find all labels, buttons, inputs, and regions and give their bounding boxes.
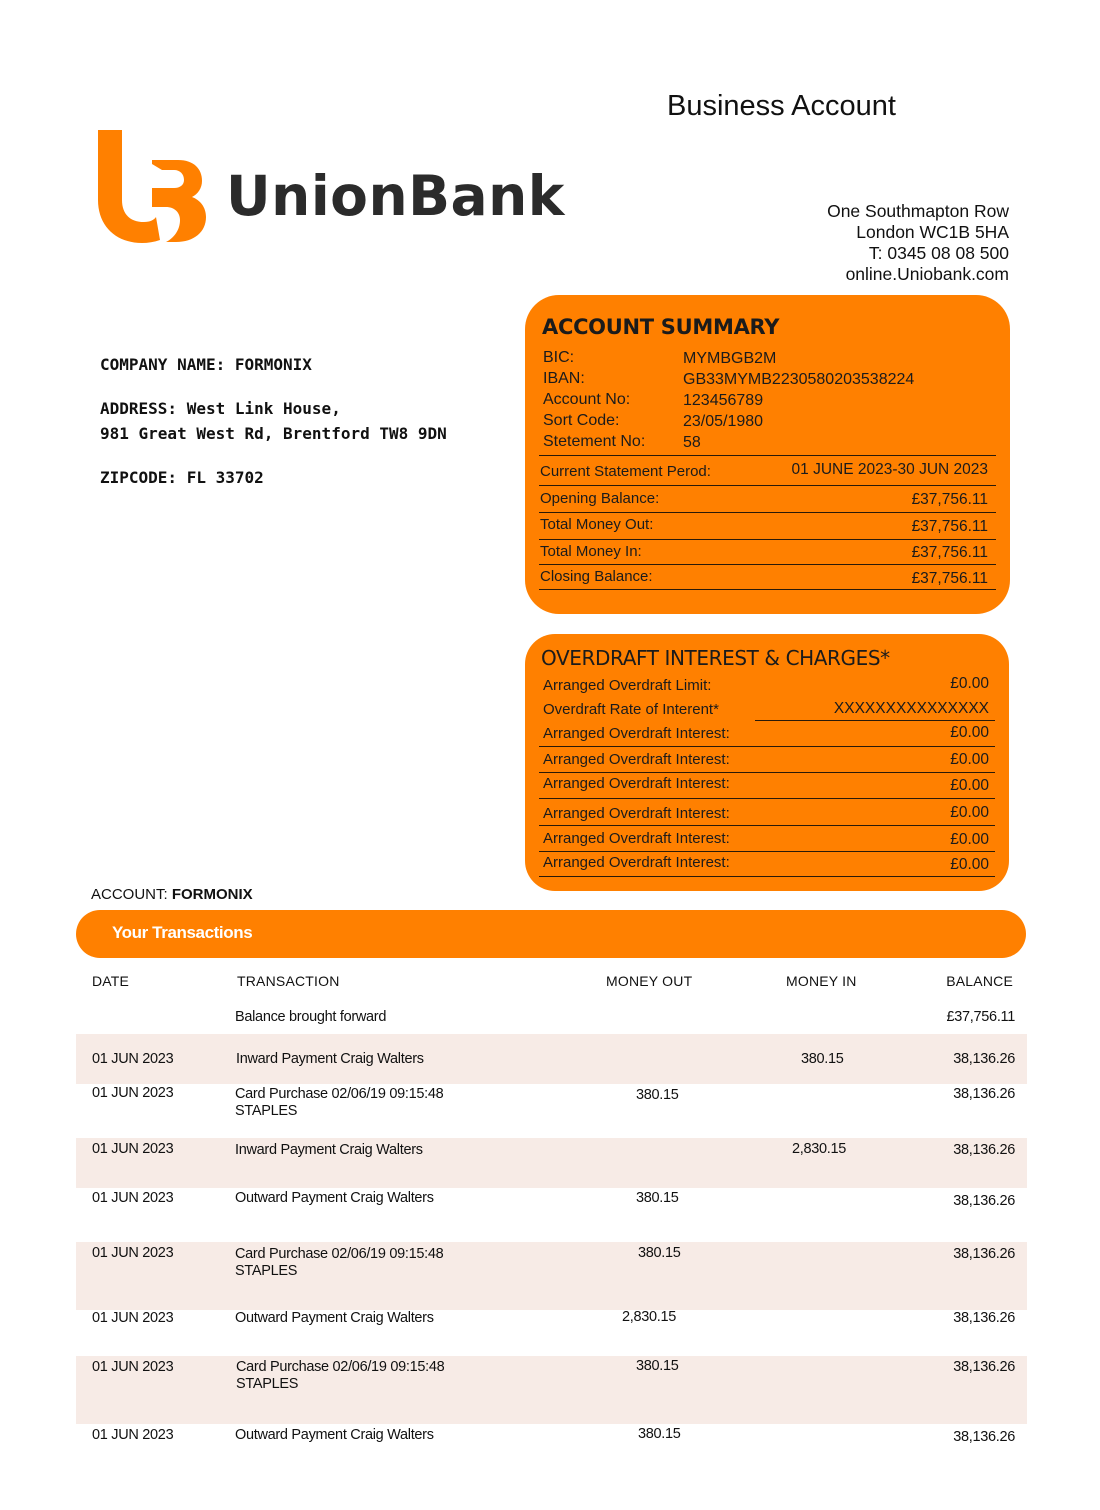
total-money-out-value: £37,756.11 bbox=[911, 518, 988, 535]
address-line1: ADDRESS: West Link House, bbox=[100, 399, 341, 418]
overdraft-row-value: £0.00 bbox=[950, 751, 989, 768]
summary-divider bbox=[539, 485, 996, 486]
row-description: Inward Payment Craig Walters bbox=[235, 1142, 423, 1158]
sort-code-value: 23/05/1980 bbox=[683, 413, 764, 430]
column-header-transaction: TRANSACTION bbox=[237, 973, 340, 989]
row-description: Outward Payment Craig Walters bbox=[235, 1427, 434, 1443]
overdraft-title: OVERDRAFT INTEREST & CHARGES* bbox=[541, 646, 890, 670]
unionbank-logo-icon bbox=[96, 128, 206, 244]
statement-period-value: 01 JUNE 2023-30 JUN 2023 bbox=[791, 461, 988, 478]
total-money-out-label: Total Money Out: bbox=[540, 516, 654, 533]
zipcode: ZIPCODE: FL 33702 bbox=[100, 468, 264, 487]
account-summary-panel bbox=[525, 295, 1010, 614]
row-money-in: 380.15 bbox=[801, 1051, 844, 1067]
row-description-line2: STAPLES bbox=[235, 1103, 298, 1119]
column-header-money-in: MONEY IN bbox=[786, 973, 857, 989]
summary-divider bbox=[539, 455, 996, 456]
document-title: Business Account bbox=[667, 90, 896, 122]
brought-forward-label: Balance brought forward bbox=[235, 1009, 387, 1025]
account-summary-title: ACCOUNT SUMMARY bbox=[542, 315, 780, 339]
closing-balance-label: Closing Balance: bbox=[540, 568, 653, 585]
row-balance: 38,136.26 bbox=[953, 1359, 1015, 1375]
overdraft-row-label: Arranged Overdraft Interest: bbox=[543, 830, 730, 847]
overdraft-row-value: £0.00 bbox=[950, 777, 989, 794]
row-balance: 38,136.26 bbox=[953, 1429, 1015, 1445]
row-date: 01 JUN 2023 bbox=[92, 1085, 174, 1101]
row-balance: 38,136.26 bbox=[953, 1246, 1015, 1262]
row-description: Outward Payment Craig Walters bbox=[235, 1310, 434, 1326]
account-no-label: Account No: bbox=[543, 391, 631, 408]
overdraft-divider bbox=[755, 720, 995, 721]
account-label bbox=[91, 886, 253, 903]
row-balance: 38,136.26 bbox=[953, 1051, 1015, 1067]
overdraft-panel bbox=[525, 634, 1009, 891]
account-no-value: 123456789 bbox=[683, 392, 764, 409]
row-description: Card Purchase 02/06/19 09:15:48 bbox=[235, 1086, 444, 1102]
closing-balance-value: £37,756.11 bbox=[911, 570, 988, 587]
row-money-in: 2,830.15 bbox=[792, 1141, 847, 1157]
address-line2: 981 Great West Rd, Brentford TW8 9DN bbox=[100, 424, 447, 443]
opening-balance-value: £37,756.11 bbox=[911, 491, 988, 508]
row-money-out: 380.15 bbox=[636, 1190, 679, 1206]
row-money-out: 380.15 bbox=[638, 1245, 681, 1261]
overdraft-divider bbox=[539, 772, 995, 773]
bank-address-line1: One Southmapton Row bbox=[827, 201, 1009, 221]
summary-divider bbox=[539, 512, 996, 513]
sort-code-label: Sort Code: bbox=[543, 412, 620, 429]
row-money-out: 380.15 bbox=[636, 1358, 679, 1374]
row-balance: 38,136.26 bbox=[953, 1310, 1015, 1326]
overdraft-row-label: Overdraft Rate of Interent* bbox=[543, 701, 719, 718]
account-prefix: ACCOUNT: bbox=[91, 886, 172, 903]
row-date: 01 JUN 2023 bbox=[92, 1051, 174, 1067]
overdraft-divider bbox=[539, 798, 995, 799]
brand-name: UnionBank bbox=[226, 164, 565, 228]
table-row-shading bbox=[76, 1138, 1027, 1188]
row-money-out: 2,830.15 bbox=[622, 1309, 677, 1325]
overdraft-row-label: Arranged Overdraft Limit: bbox=[543, 677, 712, 694]
iban-value: GB33MYMB2230580203538224 bbox=[683, 371, 915, 388]
overdraft-row-value: £0.00 bbox=[950, 856, 989, 873]
row-description-line2: STAPLES bbox=[235, 1263, 298, 1279]
row-description: Inward Payment Craig Walters bbox=[236, 1051, 424, 1067]
row-description: Card Purchase 02/06/19 09:15:48 bbox=[235, 1246, 444, 1262]
overdraft-row-value: £0.00 bbox=[950, 831, 989, 848]
row-description: Outward Payment Craig Walters bbox=[235, 1190, 434, 1206]
bank-address bbox=[827, 201, 1009, 285]
statement-no-value: 58 bbox=[683, 434, 701, 451]
overdraft-divider bbox=[539, 825, 995, 826]
summary-divider bbox=[539, 539, 996, 540]
overdraft-divider bbox=[539, 851, 995, 852]
column-header-money-out: MONEY OUT bbox=[606, 973, 693, 989]
table-row-shading bbox=[76, 1356, 1027, 1424]
overdraft-row-label: Arranged Overdraft Interest: bbox=[543, 775, 730, 792]
overdraft-divider bbox=[539, 746, 995, 747]
overdraft-row-value: XXXXXXXXXXXXXXX bbox=[833, 700, 989, 717]
bank-phone: T: 0345 08 08 500 bbox=[868, 243, 1009, 263]
row-description: Card Purchase 02/06/19 09:15:48 bbox=[236, 1359, 445, 1375]
row-date: 01 JUN 2023 bbox=[92, 1310, 174, 1326]
row-date: 01 JUN 2023 bbox=[92, 1190, 174, 1206]
row-date: 01 JUN 2023 bbox=[92, 1245, 174, 1261]
bic-value: MYMBGB2M bbox=[683, 350, 777, 367]
table-row-shading bbox=[76, 1034, 1027, 1084]
opening-balance-label: Opening Balance: bbox=[540, 490, 660, 507]
row-money-out: 380.15 bbox=[636, 1087, 679, 1103]
row-date: 01 JUN 2023 bbox=[92, 1359, 174, 1375]
brought-forward-balance: £37,756.11 bbox=[946, 1009, 1015, 1025]
row-balance: 38,136.26 bbox=[953, 1086, 1015, 1102]
table-row-shading bbox=[76, 1242, 1027, 1310]
row-description-line2: STAPLES bbox=[236, 1376, 299, 1392]
row-balance: 38,136.26 bbox=[953, 1193, 1015, 1209]
column-header-balance: BALANCE bbox=[946, 973, 1013, 989]
total-money-in-label: Total Money In: bbox=[540, 543, 642, 560]
bank-website[interactable]: online.Uniobank.com bbox=[845, 264, 1009, 284]
row-money-out: 380.15 bbox=[638, 1426, 681, 1442]
overdraft-row-value: £0.00 bbox=[950, 675, 989, 692]
overdraft-row-label: Arranged Overdraft Interest: bbox=[543, 725, 730, 742]
bank-address-line2: London WC1B 5HA bbox=[856, 222, 1009, 242]
row-balance: 38,136.26 bbox=[953, 1142, 1015, 1158]
account-name: FORMONIX bbox=[171, 886, 253, 903]
overdraft-row-value: £0.00 bbox=[950, 724, 989, 741]
overdraft-row-label: Arranged Overdraft Interest: bbox=[543, 854, 730, 871]
row-date: 01 JUN 2023 bbox=[92, 1427, 174, 1443]
statement-period-label: Current Statement Perod: bbox=[540, 463, 711, 480]
overdraft-row-label: Arranged Overdraft Interest: bbox=[543, 805, 730, 822]
transactions-header-bar bbox=[76, 910, 1026, 958]
statement-no-label: Stetement No: bbox=[543, 433, 646, 450]
total-money-in-value: £37,756.11 bbox=[911, 544, 988, 561]
overdraft-row-label: Arranged Overdraft Interest: bbox=[543, 751, 730, 768]
row-date: 01 JUN 2023 bbox=[92, 1141, 174, 1157]
company-name: COMPANY NAME: FORMONIX bbox=[100, 355, 312, 374]
summary-divider bbox=[539, 589, 996, 590]
overdraft-divider bbox=[539, 876, 995, 877]
transactions-title: Your Transactions bbox=[112, 923, 253, 942]
column-header-date: DATE bbox=[92, 973, 130, 989]
summary-divider bbox=[539, 564, 996, 565]
bic-label: BIC: bbox=[543, 349, 575, 366]
iban-label: IBAN: bbox=[543, 370, 585, 387]
overdraft-row-value: £0.00 bbox=[950, 804, 989, 821]
